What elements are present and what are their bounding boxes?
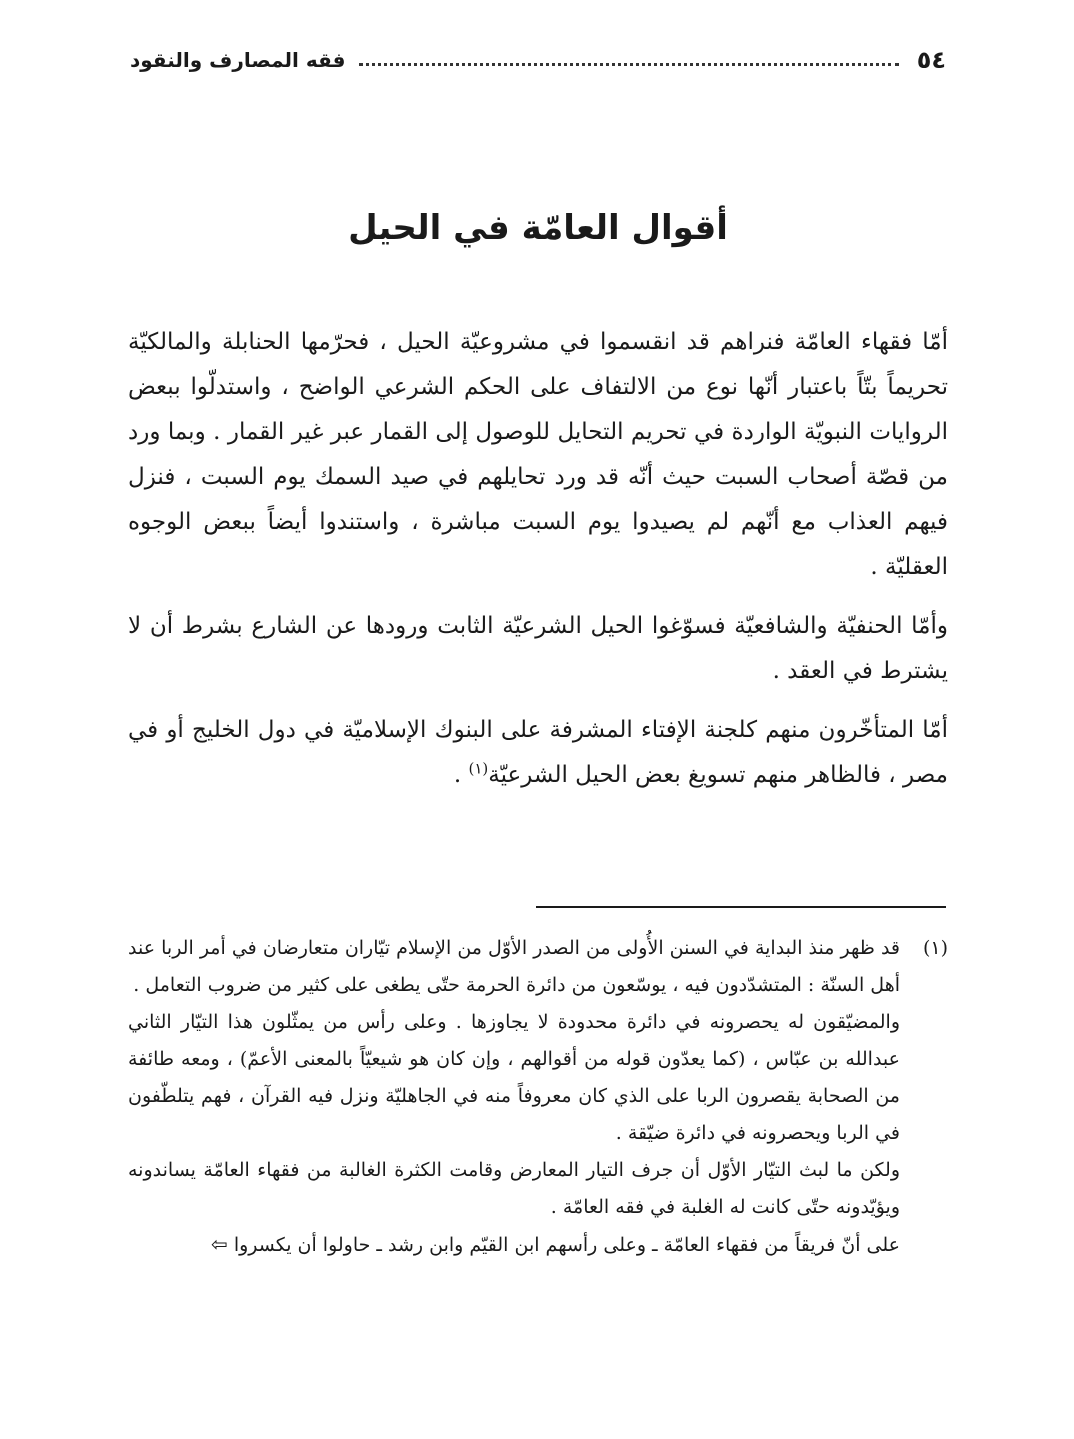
running-header bbox=[130, 40, 946, 80]
footnote-reference[interactable]: (١) bbox=[468, 759, 489, 778]
footnote-1-paragraph-a: قد ظهر منذ البداية في السنن الأُولى من الصدر الأوّل من الإسلام تيّاران متعارضان في أمر الربا عند أهل السنّة : المتشدّدون فيه ، يوسّعون من دائرة الحرمة حتّى يطغى على كثير من ضروب التعامل . bbox=[128, 937, 900, 996]
paragraph-2: وأمّا الحنفيّة والشافعيّة فسوّغوا الحيل الشرعيّة الثابت ورودها عن الشارع بشرط أن لا يشترط في العقد . bbox=[128, 613, 948, 684]
footnote-1-paragraph-d-wrap bbox=[128, 1226, 948, 1264]
page-number: ٥٤ bbox=[916, 46, 946, 74]
footnote-1-paragraph-b: والمضيّقون له يحصرونه في دائرة محدودة لا يجاوزها . وعلى رأس من يمثّلون هذا التيّار الثاني عبدالله بن عبّاس ، (كما يعدّون قوله من أقوالهم ، وإن كان هو شيعيّاً بالمعنى الأعمّ) ، ومعه طائفة من الصحابة يقصرون الربا على الذي كان معروفاً منه في الجاهليّة ونزل فيه القرآن ، فهم يتلطّفون في الربا ويحصرونه في دائرة ضيّقة . bbox=[128, 1011, 900, 1144]
footnotes bbox=[128, 930, 948, 1264]
chapter-heading: أقوال العامّة في الحيل bbox=[348, 208, 728, 248]
footnote-separator bbox=[536, 906, 946, 908]
header-dot-leader bbox=[359, 63, 898, 66]
paragraph-1: أمّا فقهاء العامّة فنراهم قد انقسموا في مشروعيّة الحيل ، فحرّمها الحنابلة والمالكيّة تحريماً بتّاً باعتبار أنّها نوع من الالتفاف على الحكم الشرعي الواضح ، واستدلّوا ببعض الروايات النبويّة الواردة في تحريم التحايل للوصول إلى القمار عبر غير القمار . وبما ورد من قصّة أصحاب السبت حيث أنّه قد ورد تحايلهم في صيد السمك يوم السبت ، فنزل فيهم العذاب مع أنّهم لم يصيدوا يوم السبت مباشرة ، واستندوا أيضاً ببعض الوجوه العقليّة . bbox=[128, 329, 948, 580]
paragraph-3-text: أمّا المتأخّرون منهم كلجنة الإفتاء المشرفة على البنوك الإسلاميّة في دول الخليج أو في مصر ، فالظاهر منهم تسويغ بعض الحيل الشرعيّة bbox=[128, 717, 948, 788]
arrow-continue-icon: ⇦ bbox=[211, 1232, 228, 1256]
book-title: فقه المصارف والنقود bbox=[130, 48, 346, 72]
main-text bbox=[128, 320, 948, 812]
paragraph-3-end: . bbox=[453, 762, 469, 788]
footnote-number: (١) bbox=[922, 937, 948, 959]
footnote-1-paragraph-c: ولكن ما لبث التيّار الأوّل أن جرف التيار المعارض وقامت الكثرة الغالبة من فقهاء العامّة يساندونه ويؤيّدونه حتّى كانت له الغلبة في فقه العامّة . bbox=[128, 1159, 900, 1218]
footnote-1-paragraph-d: على أنّ فريقاً من فقهاء العامّة ـ وعلى رأسهم ابن القيّم وابن رشد ـ حاولوا أن يكسروا bbox=[233, 1234, 900, 1256]
paragraph-3 bbox=[128, 708, 948, 798]
footnote-1 bbox=[128, 930, 948, 1004]
